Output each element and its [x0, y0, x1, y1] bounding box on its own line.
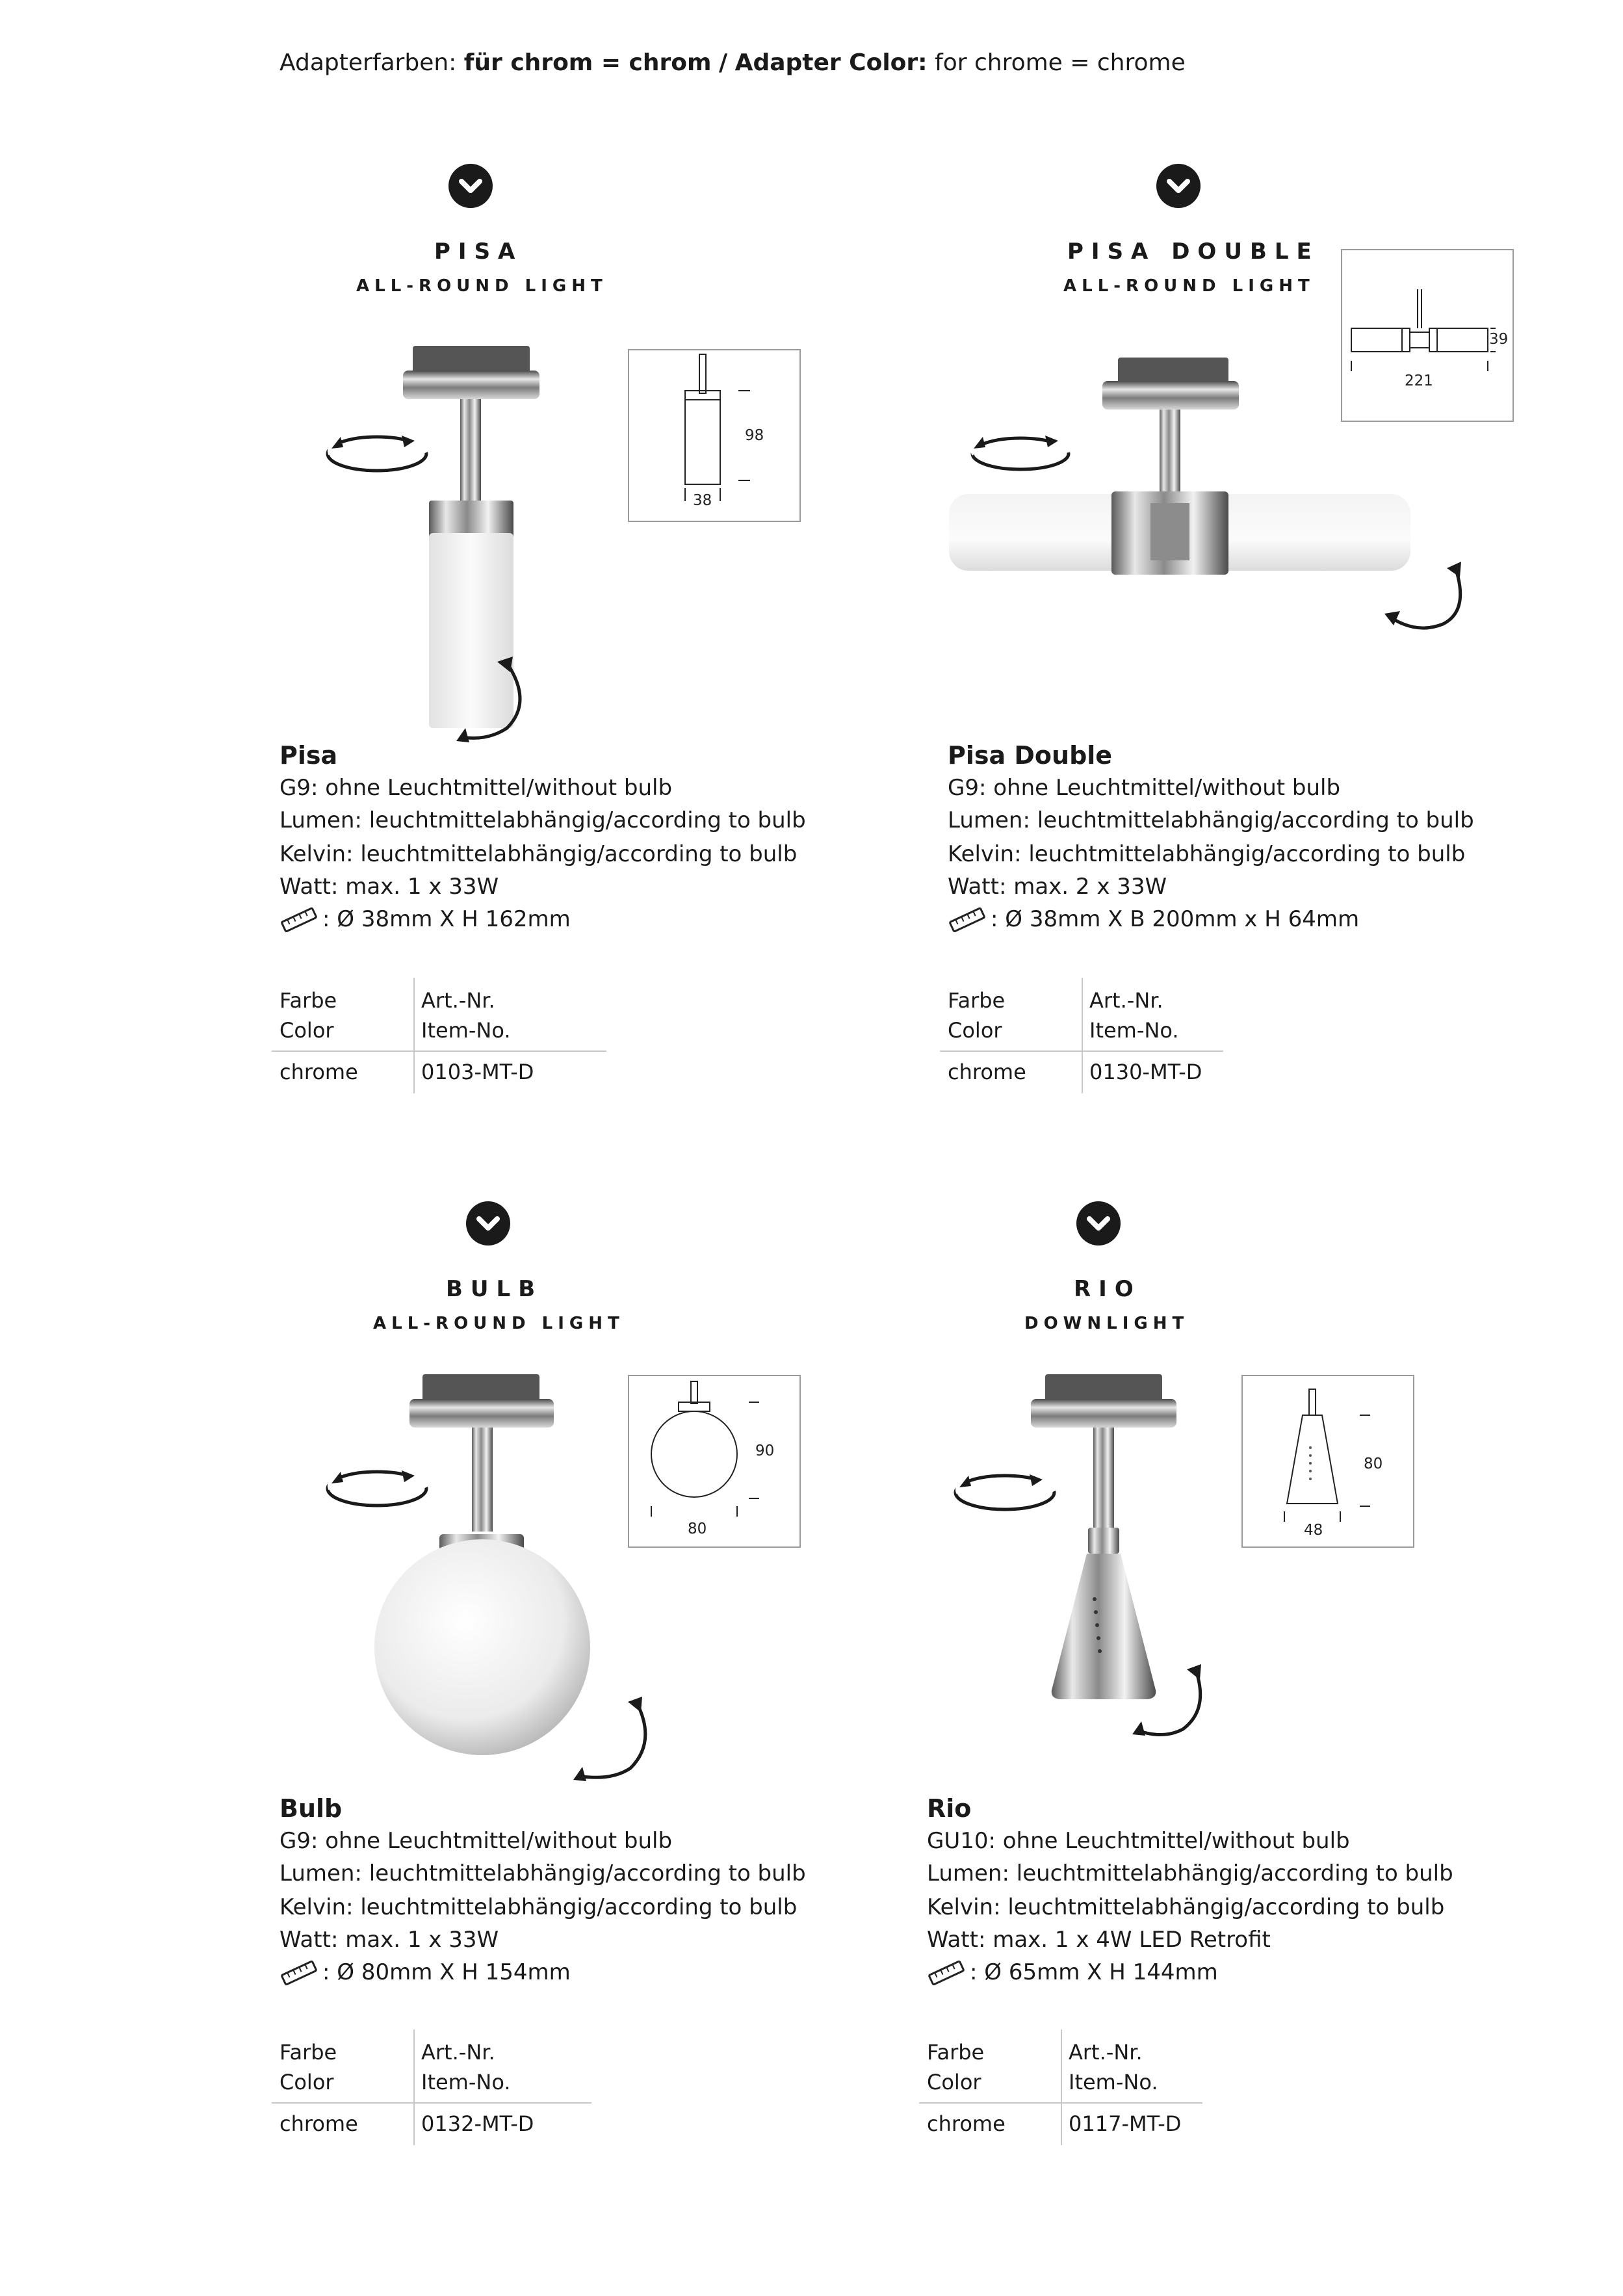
table-cell-color: chrome: [279, 1060, 358, 1084]
header-itemno: Item-No.: [421, 2070, 511, 2094]
dim-height: 39: [1489, 331, 1509, 348]
dim-width: 38: [693, 492, 712, 509]
table-rule: [272, 2102, 591, 2104]
product-subtitle: DOWNLIGHT: [1024, 1314, 1189, 1333]
header-color: Color: [279, 1018, 334, 1043]
table-cell-color: chrome: [927, 2111, 1006, 2136]
spec-line: GU10: ohne Leuchtmittel/without bulb: [927, 1828, 1350, 1854]
dim-height: 80: [1364, 1455, 1383, 1472]
table-header-color: [279, 985, 337, 1045]
table-divider: [413, 978, 415, 1093]
dim-height: 90: [755, 1442, 775, 1459]
spec-line: Watt: max. 2 x 33W: [948, 874, 1167, 900]
dimension-sketch: [1342, 250, 1513, 421]
header-artnr: Art.-Nr.: [421, 2040, 495, 2065]
table-header-item: [1069, 2037, 1158, 2097]
table-cell-item: 0103-MT-D: [421, 1060, 534, 1084]
product-title: PISA DOUBLE: [1067, 239, 1319, 265]
ruler-icon: [948, 907, 987, 933]
chevron-down-icon[interactable]: [1156, 164, 1201, 208]
size-spec: : Ø 38mm X B 200mm x H 64mm: [991, 906, 1360, 932]
chevron-down-icon[interactable]: [466, 1201, 510, 1246]
ruler-icon: [927, 1960, 966, 1986]
table-cell-color: chrome: [948, 1060, 1026, 1084]
header-farbe: Farbe: [948, 988, 1006, 1013]
header-color: Color: [948, 1018, 1002, 1043]
spec-line: Kelvin: leuchtmittelabhängig/according to bulb: [279, 841, 798, 867]
spec-line: Lumen: leuchtmittelabhängig/according to bulb: [948, 807, 1474, 833]
dim-width: 221: [1405, 372, 1433, 389]
product-name: Pisa: [279, 741, 338, 770]
table-cell-item: 0130-MT-D: [1089, 1060, 1202, 1084]
table-header-color: [927, 2037, 984, 2097]
adapter-en-label: Adapter Color:: [734, 49, 928, 76]
header-color: Color: [927, 2070, 981, 2094]
table-cell-item: 0132-MT-D: [421, 2111, 534, 2136]
header-farbe: Farbe: [279, 988, 337, 1013]
size-spec: : Ø 38mm X H 162mm: [322, 906, 571, 932]
header-artnr: Art.-Nr.: [1089, 988, 1163, 1013]
size-spec: : Ø 80mm X H 154mm: [322, 1959, 571, 1985]
header-itemno: Item-No.: [1089, 1018, 1179, 1043]
product-title: BULB: [446, 1276, 543, 1302]
header-farbe: Farbe: [279, 2040, 337, 2065]
table-rule: [919, 2102, 1202, 2104]
spec-line: Lumen: leuchtmittelabhängig/according to bulb: [927, 1860, 1453, 1886]
dimension-drawing: [1341, 249, 1514, 422]
size-spec: : Ø 65mm X H 144mm: [970, 1959, 1218, 1985]
dim-height: 98: [745, 427, 764, 444]
table-rule: [272, 1050, 606, 1052]
spec-line: Kelvin: leuchtmittelabhängig/according to bulb: [279, 1894, 798, 1920]
table-divider: [1061, 2029, 1062, 2145]
table-header-item: [421, 2037, 511, 2097]
dimension-sketch: [1243, 1376, 1413, 1546]
table-header-color: [279, 2037, 337, 2097]
spec-line: Lumen: leuchtmittelabhängig/according to bulb: [279, 807, 806, 833]
header-itemno: Item-No.: [421, 1018, 511, 1043]
header-artnr: Art.-Nr.: [421, 988, 495, 1013]
bulb-lamp-image: [312, 1365, 676, 1794]
spec-line: G9: ohne Leuchtmittel/without bulb: [948, 775, 1341, 801]
dimension-drawing: [628, 1375, 801, 1548]
header-color: Color: [279, 2070, 334, 2094]
dimension-sketch: [629, 1376, 799, 1546]
table-header-item: [1089, 985, 1179, 1045]
adapter-de-value: für chrom = chrom: [463, 49, 712, 76]
table-rule: [940, 1050, 1223, 1052]
rio-lamp-image: [936, 1365, 1248, 1755]
product-title: RIO: [1074, 1276, 1141, 1302]
spec-line: G9: ohne Leuchtmittel/without bulb: [279, 775, 673, 801]
header-farbe: Farbe: [927, 2040, 985, 2065]
spec-line: Kelvin: leuchtmittelabhängig/according to bulb: [948, 841, 1466, 867]
header-artnr: Art.-Nr.: [1069, 2040, 1143, 2065]
spec-line: G9: ohne Leuchtmittel/without bulb: [279, 1828, 673, 1854]
adapter-slash: /: [718, 49, 728, 76]
table-header-item: [421, 985, 511, 1045]
table-header-color: [948, 985, 1005, 1045]
dim-width: 48: [1304, 1522, 1323, 1539]
spec-line: Kelvin: leuchtmittelabhängig/according to bulb: [927, 1894, 1445, 1920]
table-cell-item: 0117-MT-D: [1069, 2111, 1182, 2136]
product-subtitle: ALL-ROUND LIGHT: [356, 276, 608, 296]
ruler-icon: [279, 1960, 318, 1986]
header-itemno: Item-No.: [1069, 2070, 1158, 2094]
dimension-sketch: [629, 350, 799, 521]
spec-line: Watt: max. 1 x 4W LED Retrofit: [927, 1927, 1271, 1953]
adapter-en-value: for chrome = chrome: [935, 49, 1186, 76]
spec-line: Watt: max. 1 x 33W: [279, 1927, 499, 1953]
dimension-drawing: [1241, 1375, 1414, 1548]
dimension-drawing: [628, 349, 801, 522]
spec-line: Lumen: leuchtmittelabhängig/according to bulb: [279, 1860, 806, 1886]
product-title: PISA: [434, 239, 523, 265]
product-name: Pisa Double: [948, 741, 1113, 770]
table-divider: [413, 2029, 415, 2145]
product-subtitle: ALL-ROUND LIGHT: [373, 1314, 625, 1333]
table-divider: [1082, 978, 1083, 1093]
spec-line: Watt: max. 1 x 33W: [279, 874, 499, 900]
product-name: Rio: [927, 1794, 972, 1823]
product-subtitle: ALL-ROUND LIGHT: [1063, 276, 1315, 296]
table-cell-color: chrome: [279, 2111, 358, 2136]
product-name: Bulb: [279, 1794, 343, 1823]
dim-width: 80: [688, 1520, 707, 1537]
chevron-down-icon[interactable]: [1076, 1201, 1121, 1246]
adapter-prefix: Adapterfarben:: [279, 49, 457, 76]
